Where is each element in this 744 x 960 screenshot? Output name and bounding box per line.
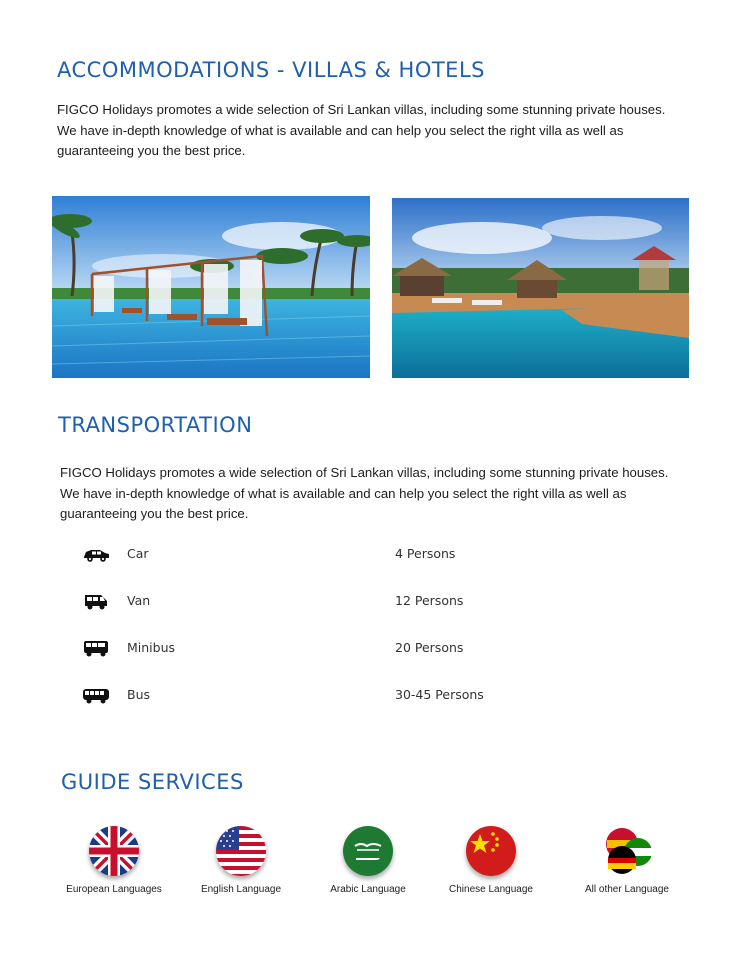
language-label: Arabic Language [330, 884, 406, 895]
language-label: English Language [200, 884, 282, 895]
vehicle-type: Car [127, 546, 149, 561]
vehicle-capacity: 30-45 Persons [395, 687, 484, 702]
paragraph-line: guaranteeing you the best price. [57, 143, 246, 158]
vehicle-capacity: 20 Persons [395, 640, 464, 655]
vehicle-row-minibus [82, 637, 682, 661]
vehicle-row-van [82, 590, 682, 614]
language-item-european [49, 826, 179, 895]
uk-flag-icon [89, 826, 139, 876]
vehicle-type: Bus [127, 687, 151, 702]
vehicle-type: Minibus [127, 640, 176, 655]
language-label: European Languages [66, 884, 162, 895]
car-icon [82, 545, 110, 563]
saudi-flag-icon [343, 826, 393, 876]
minibus-icon [82, 639, 110, 657]
resort-pool-photo [392, 198, 689, 378]
multi-flag-icon [602, 826, 652, 876]
paragraph-line: FIGCO Holidays promotes a wide selection of Sri Lankan villas, including some stunning private houses. [60, 465, 669, 480]
accommodations-heading: ACCOMMODATIONS - VILLAS & HOTELS [57, 58, 485, 82]
transportation-heading: TRANSPORTATION [58, 413, 253, 437]
vehicle-type: Van [127, 593, 151, 608]
vehicle-row-bus [82, 684, 682, 708]
guide-services-heading: GUIDE SERVICES [61, 770, 244, 794]
pool-cabana-photo [52, 196, 370, 378]
vehicle-row-car [82, 543, 682, 567]
paragraph-line: We have in-depth knowledge of what is available and can help you select the right villa as well as [60, 485, 627, 501]
china-flag-icon [466, 826, 516, 876]
paragraph-line: We have in-depth knowledge of what is available and can help you select the right villa as well as [57, 122, 624, 138]
vehicle-capacity: 4 Persons [395, 546, 456, 561]
van-icon [82, 592, 110, 610]
language-item-arabic [303, 826, 433, 895]
us-flag-icon [216, 826, 266, 876]
language-item-english [176, 826, 306, 895]
language-item-other [562, 826, 692, 895]
language-label: Chinese Language [449, 884, 533, 895]
language-label: All other Language [585, 884, 669, 895]
transportation-paragraph [60, 463, 668, 525]
accommodations-paragraph [57, 100, 665, 162]
bus-icon [82, 686, 110, 704]
language-item-chinese [426, 826, 556, 895]
paragraph-line: guaranteeing you the best price. [60, 506, 249, 521]
paragraph-line: FIGCO Holidays promotes a wide selection of Sri Lankan villas, including some stunning private houses. [57, 102, 666, 117]
vehicle-capacity: 12 Persons [395, 593, 464, 608]
